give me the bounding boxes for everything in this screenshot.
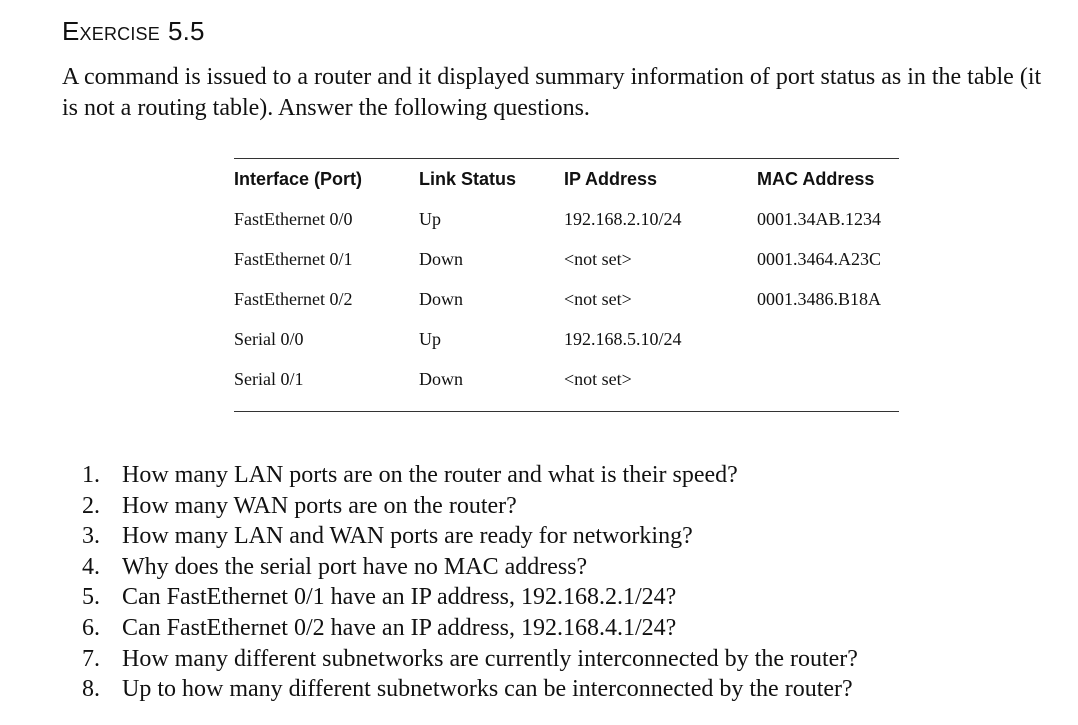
exercise-number: 5.5: [167, 16, 205, 46]
cell-ip-address: 192.168.2.10/24: [564, 208, 682, 229]
cell-link-status: Up: [419, 208, 441, 229]
table-header-row: [234, 159, 899, 199]
question-text: Why does the serial port have no MAC address?: [122, 553, 588, 580]
question-list: [82, 460, 858, 705]
list-item: [82, 582, 858, 613]
list-item: [82, 613, 858, 644]
cell-interface: FastEthernet 0/1: [234, 248, 353, 269]
table-row: [234, 279, 899, 319]
question-text: How many WAN ports are on the router?: [122, 492, 517, 519]
question-number: 3.: [82, 523, 100, 550]
question-number: 8.: [82, 676, 100, 703]
cell-ip-address: <not set>: [564, 248, 632, 269]
column-header-interface: Interface (Port): [234, 168, 363, 189]
cell-mac-address: 0001.34AB.1234: [757, 208, 882, 229]
intro-paragraph: A command is issued to a router and it displayed summary information of port status as in the table (it is not a routing table). Answer the following questions.: [62, 64, 1042, 121]
list-item: [82, 674, 858, 705]
exercise-heading: [62, 14, 205, 48]
question-text: Can FastEthernet 0/2 have an IP address, 192.168.4.1/24?: [122, 614, 677, 641]
cell-mac-address: 0001.3464.A23C: [757, 248, 882, 269]
port-status-table: [234, 159, 899, 399]
table-row: [234, 199, 899, 239]
list-item: [82, 644, 858, 675]
list-item: [82, 491, 858, 522]
cell-link-status: Down: [419, 368, 463, 389]
column-header-ip-address: IP Address: [564, 168, 658, 189]
cell-interface: FastEthernet 0/0: [234, 208, 353, 229]
column-header-link-status: Link Status: [419, 168, 517, 189]
question-number: 6.: [82, 614, 100, 641]
question-text: How many different subnetworks are currently interconnected by the router?: [122, 645, 858, 672]
table-row: [234, 319, 899, 359]
question-text: Can FastEthernet 0/1 have an IP address, 192.168.2.1/24?: [122, 584, 677, 611]
table-row: [234, 239, 899, 279]
question-number: 1.: [82, 462, 100, 488]
question-number: 4.: [82, 553, 100, 580]
list-item: [82, 460, 858, 491]
question-text: How many LAN and WAN ports are ready for networking?: [122, 523, 693, 550]
cell-ip-address: <not set>: [564, 368, 632, 389]
cell-ip-address: 192.168.5.10/24: [564, 328, 682, 349]
question-number: 2.: [82, 492, 100, 519]
cell-interface: FastEthernet 0/2: [234, 288, 353, 309]
cell-interface: Serial 0/0: [234, 328, 304, 349]
list-item: [82, 521, 858, 552]
cell-link-status: Down: [419, 288, 463, 309]
cell-ip-address: <not set>: [564, 288, 632, 309]
exercise-label: Exercise: [62, 16, 160, 46]
cell-interface: Serial 0/1: [234, 368, 304, 389]
question-number: 5.: [82, 584, 100, 611]
cell-mac-address: [757, 319, 899, 359]
cell-link-status: Down: [419, 248, 463, 269]
list-item: [82, 552, 858, 583]
question-text: Up to how many different subnetworks can be interconnected by the router?: [122, 676, 853, 703]
cell-mac-address: [757, 359, 899, 399]
question-number: 7.: [82, 645, 100, 672]
port-status-table-frame: [234, 158, 899, 412]
cell-link-status: Up: [419, 328, 441, 349]
cell-mac-address: 0001.3486.B18A: [757, 288, 882, 309]
question-text: How many LAN ports are on the router and what is their speed?: [122, 462, 738, 488]
column-header-mac-address: MAC Address: [757, 168, 875, 189]
table-row: [234, 359, 899, 399]
